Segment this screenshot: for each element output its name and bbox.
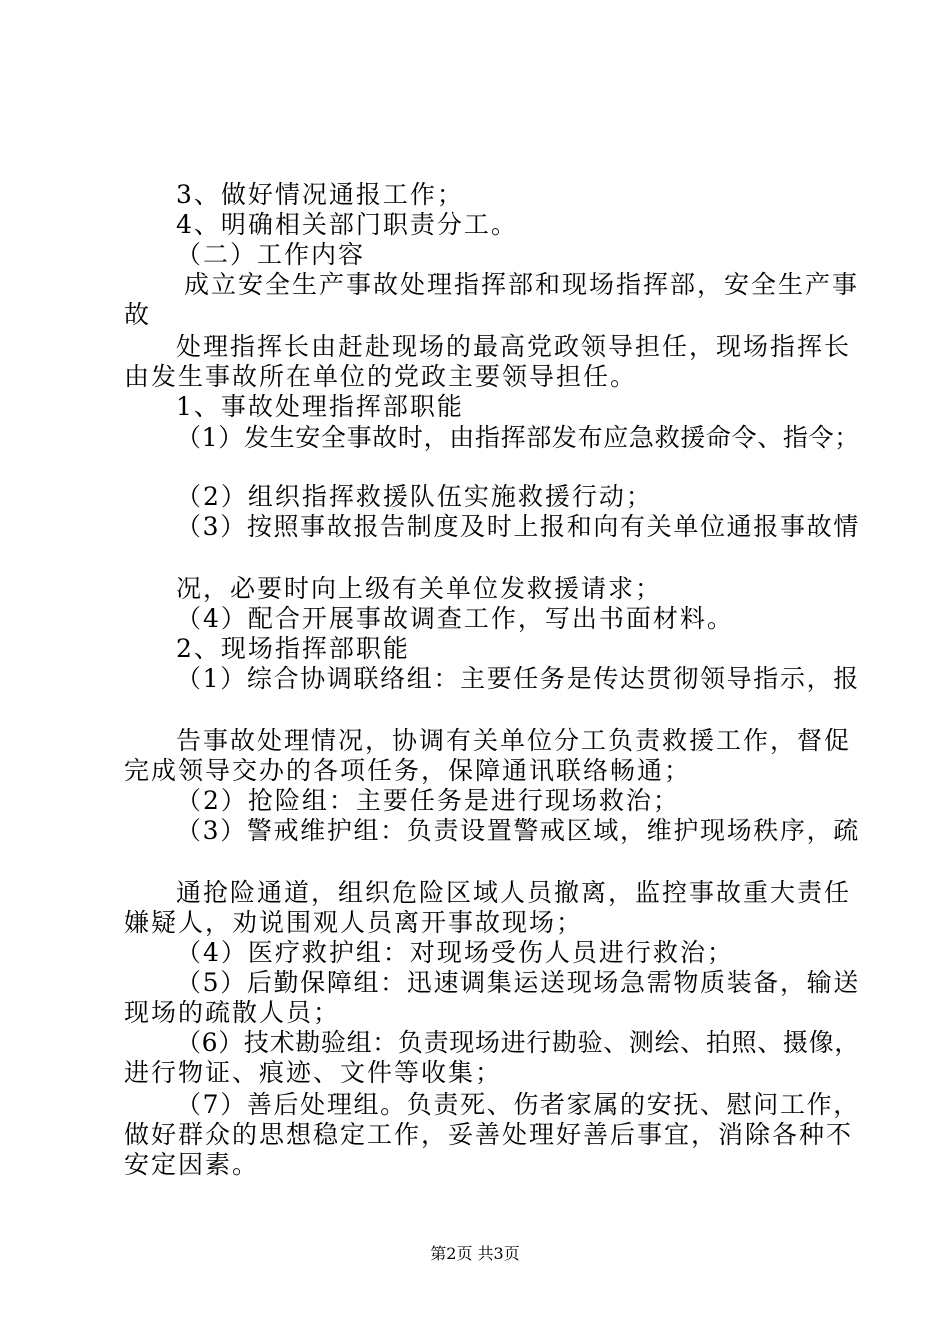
text-line: 由发生事故所在单位的党政主要领导担任。 xyxy=(124,362,638,391)
text-line: （1）综合协调联络组：主要任务是传达贯彻领导指示，报 xyxy=(176,664,860,693)
text-line: （4）医疗救护组：对现场受伤人员进行救治； xyxy=(176,938,734,967)
text-line: 处理指挥长由赶赴现场的最高党政领导担任，现场指挥长 xyxy=(176,332,852,361)
text-line: 做好群众的思想稳定工作，妥善处理好善后事宜，消除各种不 xyxy=(124,1120,854,1149)
text-line: （6）技术勘验组：负责现场进行勘验、测绘、拍照、摄像， xyxy=(176,1028,860,1057)
text-line: （3）警戒维护组：负责设置警戒区域，维护现场秩序，疏 xyxy=(176,816,860,845)
text-line: 3、做好情况通报工作； xyxy=(176,180,464,209)
page-number: 第2页 共3页 xyxy=(430,1244,520,1263)
text-line: 现场的疏散人员； xyxy=(124,998,341,1027)
text-line: 2、现场指挥部职能 xyxy=(176,634,410,663)
text-line: 安定因素。 xyxy=(124,1150,260,1179)
text-line: （1）发生安全事故时，由指挥部发布应急救援命令、指令； xyxy=(176,423,860,452)
text-line: （3）按照事故报告制度及时上报和向有关单位通报事故情 xyxy=(176,512,860,541)
text-line: （7）善后处理组。负责死、伤者家属的安抚、慰问工作， xyxy=(176,1090,860,1119)
text-line: （2）抢险组：主要任务是进行现场救治； xyxy=(176,786,680,815)
text-line: 成立安全生产事故处理指挥部和现场指挥部，安全生产事 xyxy=(184,270,860,299)
text-line: 完成领导交办的各项任务，保障通讯联络畅通； xyxy=(124,756,692,785)
text-line: 嫌疑人，劝说围观人员离开事故现场； xyxy=(124,908,584,937)
text-line: 4、明确相关部门职责分工。 xyxy=(176,210,518,239)
text-line: 故 xyxy=(124,300,152,329)
text-line: （2）组织指挥救援队伍实施救援行动； xyxy=(176,482,653,511)
text-line: 告事故处理情况，协调有关单位分工负责救援工作，督促 xyxy=(176,726,852,755)
text-line: （5）后勤保障组：迅速调集运送现场急需物质装备，输送 xyxy=(176,968,860,997)
text-line: 况，必要时向上级有关单位发救援请求； xyxy=(176,574,663,603)
text-line: （二）工作内容 xyxy=(176,240,366,269)
text-line: 通抢险通道，组织危险区域人员撤离，监控事故重大责任 xyxy=(176,878,852,907)
text-line: 1、事故处理指挥部职能 xyxy=(176,392,464,421)
text-line: （4）配合开展事故调查工作，写出书面材料。 xyxy=(176,604,734,633)
text-line: 进行物证、痕迹、文件等收集； xyxy=(124,1058,503,1087)
